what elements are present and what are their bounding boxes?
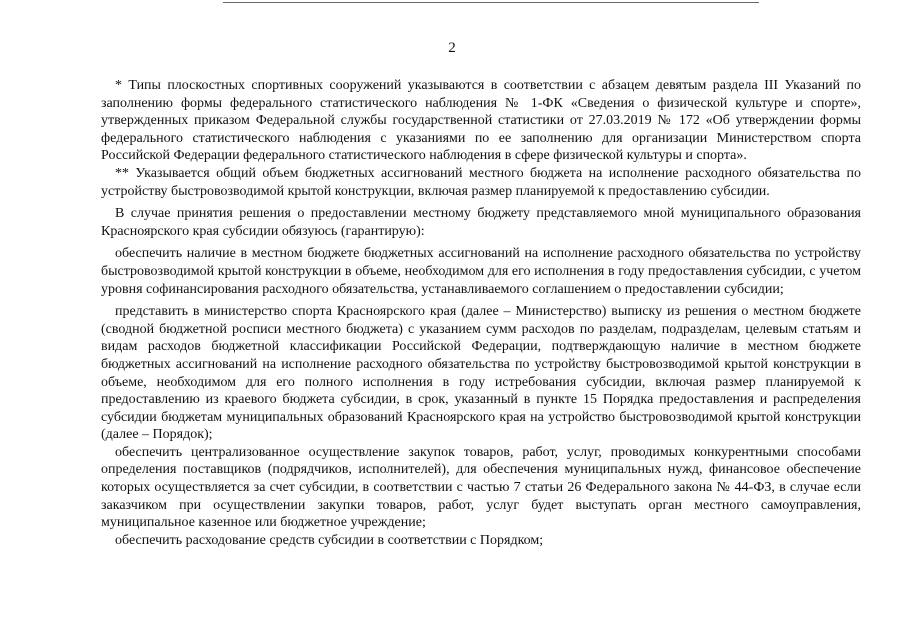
document-body [101, 77, 861, 549]
page-number: 2 [448, 40, 456, 56]
footnote-single-asterisk: * Типы плоскостных спортивных сооружений указываются в соответствии с абзацем девятым раздела III Указаний по заполнению формы федерального статистического наблюдения № 1-ФК «Сведения о физической культуре и спорте», утвержденных приказом Федеральной службы государственной статистики от 27.03.2019 № 172 «Об утверждении формы федерального статистического наблюдения с указаниями по ее заполнению для организации Министерством спорта Российской Федерации федерального статистического наблюдения в сфере физической культуры и спорта». [101, 78, 861, 164]
commitment-intro-paragraph: В случае принятия решения о предоставлении местному бюджету представляемого мной муниципального образования Красноярского края субсидии обязуюсь (гарантирую): [101, 206, 861, 239]
commitment-item-subsidy-spending: обеспечить расходование средств субсидии в соответствии с Порядком; [115, 532, 544, 548]
commitment-item-budget-extract: представить в министерство спорта Красноярского края (далее – Министерство) выписку из решения о местном бюджете (сводной бюджетной росписи местного бюджета) с указанием сумм расходов по разделам, подразделам, целевым статьям и видам расходов бюджетной классификации Российской Федерации, подтверждающую наличие в местном бюджете бюджетных ассигнований на исполнение расходного обязательства по устройству быстровозводимой крытой конструкции в объеме, необходимом для его полного исполнения в году истребования субсидии, включая размер планируемой к предоставлению из краевого бюджета субсидии, в срок, указанный в пункте 15 Порядка предоставления и распределения субсидии бюджетам муниципальных образований Красноярского края на устройство быстровозводимой крытой конструкции (далее – Порядок); [101, 304, 861, 443]
commitment-item-centralized-procurement: обеспечить централизованное осуществление закупок товаров, работ, услуг, проводимых конкурентными способами определения поставщиков (подрядчиков, исполнителей), для обеспечения муниципальных нужд, финансовое обеспечение которых осуществляется за счет субсидии, в соответствии с частью 7 статьи 26 Федерального закона № 44-ФЗ, в случае если заказчиком при осуществлении закупки товаров, работ, услуг будет выступать орган местного самоуправления, муниципальное казенное или бюджетное учреждение; [101, 444, 861, 531]
top-divider-line [223, 2, 759, 3]
commitment-item-budget-allocation: обеспечить наличие в местном бюджете бюджетных ассигнований на исполнение расходного обязательства по устройству быстровозводимой крытой конструкции в объеме, необходимом для его исполнения в году предоставления субсидии, с учетом уровня софинансирования расходного обязательства, устанавливаемого соглашением о предоставлении субсидии; [101, 246, 861, 297]
footnote-double-asterisk: ** Указывается общий объем бюджетных ассигнований местного бюджета на исполнение расходного обязательства по устройству быстровозводимой крытой конструкции, включая размер планируемой к предоставлению субсидии. [101, 165, 861, 199]
